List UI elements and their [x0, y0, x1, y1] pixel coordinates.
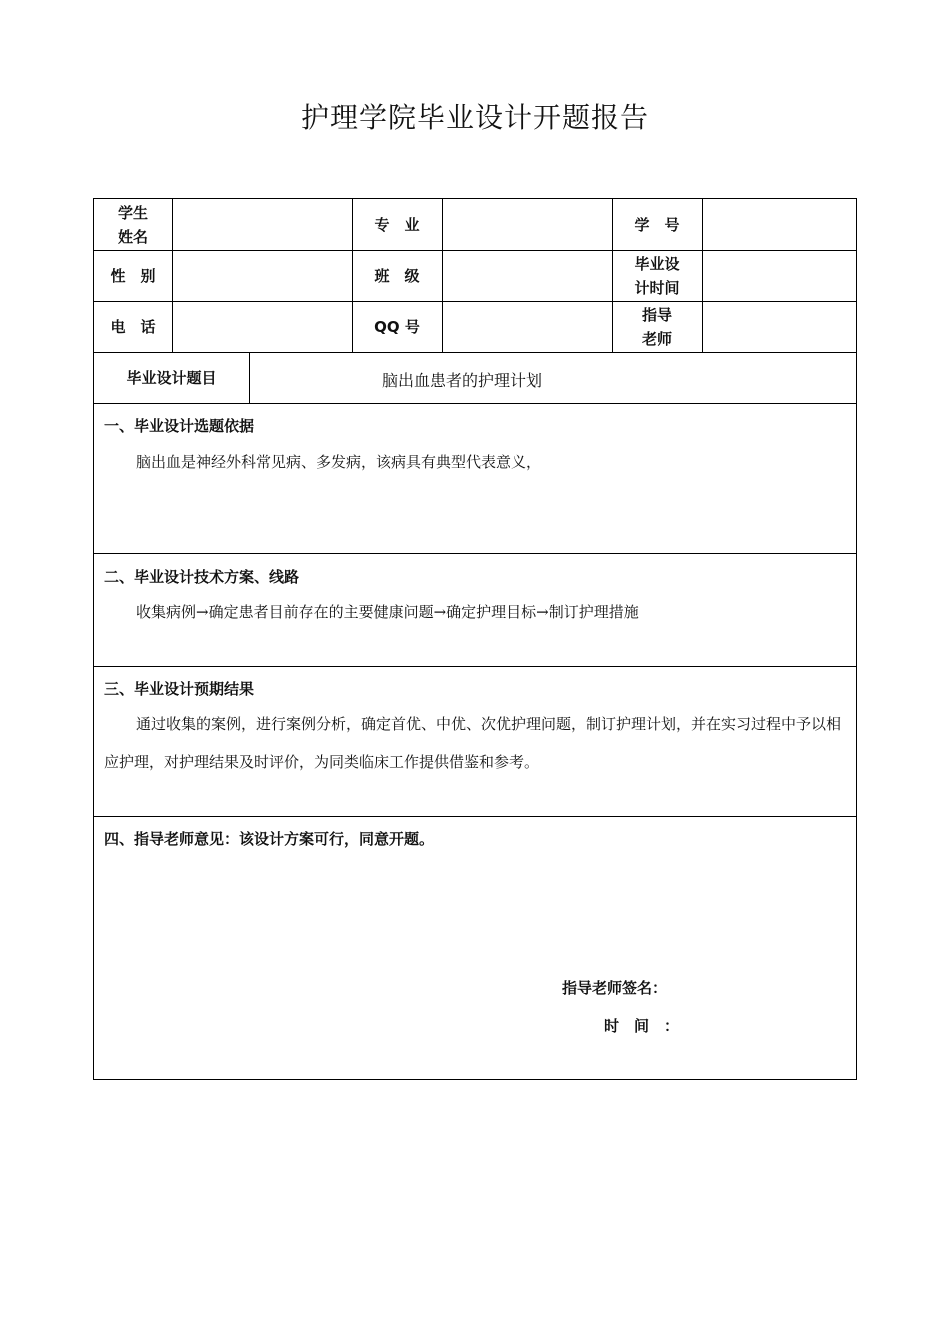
advisor-signature-label: 指导老师签名：: [562, 979, 668, 997]
student-name-field[interactable]: [172, 199, 352, 250]
student-name-label: 学生 姓名: [117, 203, 148, 246]
student-id-label: 学 号: [634, 215, 680, 234]
gender-field[interactable]: [172, 250, 352, 301]
class-field[interactable]: [442, 250, 612, 301]
class-label: 班 级: [374, 266, 420, 285]
advisor-label: 指导 老师: [641, 305, 672, 348]
row-divider: [94, 403, 856, 404]
date-label: 时 间 ：: [604, 1017, 680, 1035]
section-plan-heading: 二、毕业设计技术方案、线路: [104, 568, 300, 586]
qq-label: QQ 号: [374, 317, 420, 336]
section-opinion-heading: 四、指导老师意见：该设计方案可行，同意开题。: [104, 830, 435, 848]
major-label: 专 业: [374, 215, 420, 234]
col-divider: [249, 352, 250, 403]
qq-field[interactable]: [442, 301, 612, 352]
topic-value: 脑出血患者的护理计划: [382, 371, 543, 390]
row-divider: [94, 816, 856, 817]
proposal-form: [93, 198, 857, 1080]
row-divider: [94, 666, 856, 667]
section-plan-text: 收集病例→确定患者目前存在的主要健康问题→确定护理目标→制订护理措施: [136, 603, 639, 621]
section-basis-heading: 一、毕业设计选题依据: [104, 417, 255, 435]
design-time-field[interactable]: [702, 250, 856, 301]
student-id-field[interactable]: [702, 199, 856, 250]
section-results-text: 通过收集的案例，进行案例分析，确定首优、中优、次优护理问题，制订护理计划，并在实习过程中予以相应护理，对护理结果及时评价，为同类临床工作提供借鉴和参考。: [104, 715, 842, 771]
section-basis-text: 脑出血是神经外科常见病、多发病，该病具有典型代表意义，: [136, 453, 542, 471]
section-results-heading: 三、毕业设计预期结果: [104, 680, 255, 698]
advisor-field[interactable]: [702, 301, 856, 352]
design-time-label: 毕业设 计时间: [634, 254, 680, 297]
major-field[interactable]: [442, 199, 612, 250]
topic-label: 毕业设计题目: [126, 368, 217, 387]
phone-field[interactable]: [172, 301, 352, 352]
document-title: 护理学院毕业设计开题报告: [300, 101, 649, 134]
row-divider: [94, 553, 856, 554]
gender-label: 性 别: [110, 266, 156, 285]
phone-label: 电 话: [110, 317, 156, 336]
